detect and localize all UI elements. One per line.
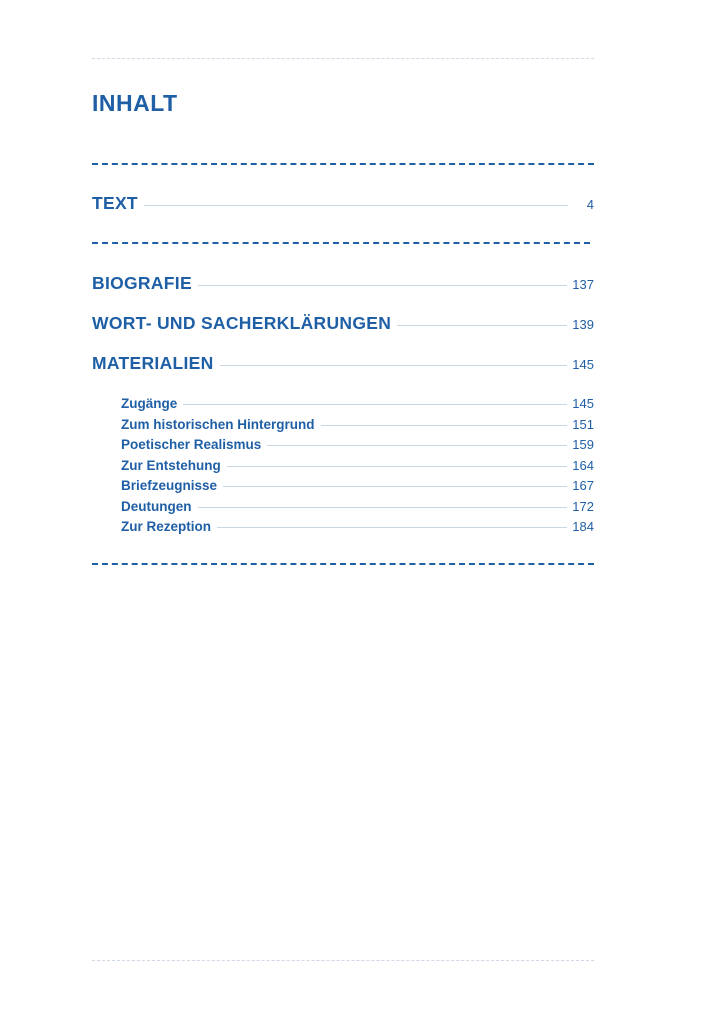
- toc-page-number: 139: [572, 317, 594, 332]
- toc-page-number: 184: [572, 519, 594, 534]
- toc-subentry-historischer-hintergrund[interactable]: [121, 417, 594, 432]
- dot-leader: [183, 404, 567, 405]
- toc-subentry-poetischer-realismus[interactable]: [121, 437, 594, 452]
- toc-entry-text[interactable]: [92, 193, 594, 214]
- toc-subentry-label: Zur Entstehung: [121, 457, 221, 473]
- dot-leader: [227, 466, 568, 467]
- toc-entry-materialien[interactable]: [92, 353, 594, 374]
- toc-page-number: 4: [586, 197, 594, 212]
- toc-entry-biografie[interactable]: [92, 273, 594, 294]
- toc-subentry-briefzeugnisse[interactable]: [121, 478, 594, 493]
- toc-page-number: 167: [572, 478, 594, 493]
- toc-entry-wort-und-sacherklaerungen[interactable]: [92, 313, 594, 334]
- toc-entry-label: BIOGRAFIE: [92, 273, 192, 293]
- toc-subentry-zur-rezeption[interactable]: [121, 519, 594, 534]
- bottom-faint-rule: [92, 960, 594, 961]
- page-title: INHALT: [92, 90, 178, 116]
- section-divider-top: [92, 163, 594, 165]
- dot-leader: [321, 425, 568, 426]
- section-divider-bottom: [92, 563, 594, 565]
- toc-subentry-label: Poetischer Realismus: [121, 437, 262, 452]
- toc-subentry-zugaenge[interactable]: [121, 396, 594, 411]
- toc-page-number: 137: [572, 277, 594, 292]
- dot-leader: [267, 445, 567, 446]
- dot-leader: [144, 205, 568, 206]
- section-divider-middle: [92, 242, 590, 244]
- dot-leader: [198, 507, 568, 508]
- toc-subentry-label: Deutungen: [121, 498, 192, 514]
- dot-leader: [223, 486, 567, 487]
- toc-page-number: 145: [572, 396, 594, 411]
- toc-entry-label: TEXT: [92, 193, 138, 213]
- toc-page-number: 151: [572, 416, 594, 432]
- toc-page-number: 164: [572, 457, 594, 473]
- dot-leader: [397, 325, 567, 326]
- toc-subentry-zur-entstehung[interactable]: [121, 458, 594, 473]
- dot-leader: [217, 527, 567, 528]
- dot-leader: [198, 285, 567, 286]
- toc-page-number: 172: [572, 498, 594, 514]
- toc-entry-label: MATERIALIEN: [92, 353, 214, 373]
- toc-entry-label: WORT- UND SACHERKLÄRUNGEN: [92, 313, 392, 333]
- toc-subentry-label: Zum historischen Hintergrund: [121, 416, 315, 432]
- toc-page-number: 159: [572, 437, 594, 452]
- toc-subentry-label: Briefzeugnisse: [121, 478, 218, 493]
- dot-leader: [220, 365, 568, 366]
- top-faint-rule: [92, 58, 594, 59]
- toc-subentry-label: Zur Rezeption: [121, 519, 211, 534]
- toc-subentry-deutungen[interactable]: [121, 499, 594, 514]
- toc-page-number: 145: [572, 357, 594, 372]
- toc-subentry-label: Zugänge: [121, 396, 178, 411]
